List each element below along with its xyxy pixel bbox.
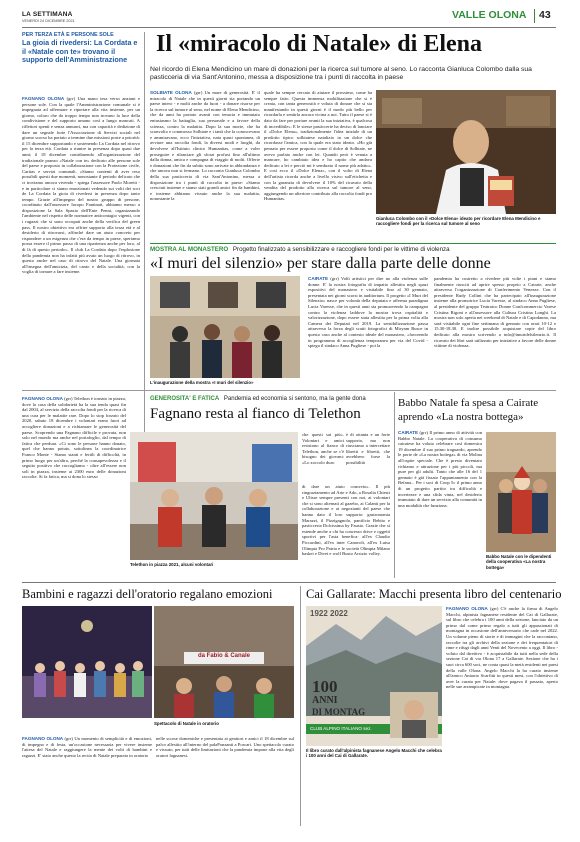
lead-author: (grr) [193, 90, 203, 95]
telethon-photo-caption: Telethon in piazza 2021, alcuni volontari [130, 562, 214, 567]
mostra-kicker-label: MOSTRA AL MONASTERO [150, 246, 229, 253]
telethon-col-4-text: di dare un aiuto concreto». Il più ringraziamento ad Arte e Ado, a Rosalia Chiesti e Ulisse sempre presenti con noi, ai volontari che si sono alternati al gazebo, ai Calanti per la collaborazione e ai negozianti del paese che hanno dato il loro supporto: gastronomia Marazzi, il Pizzigagnolo, panificio Bebito e pasticceria Dolcissima by Fausto. Grazie che si estende anche a chi ha concesso drive e oggetti sportivi per l'asta benefica: all'ex Claudio Piccardini, all'ex inter Canavoli, all'ex Luisa Olimpia Pro Patria e le società Olimpia Milano basket e Divet e wolf Busto Arsizio volley. [302, 484, 390, 557]
bambini-photo-right [154, 606, 294, 718]
bambini-author: (grr) [64, 736, 73, 741]
telethon-top-rule [22, 390, 556, 391]
mostra-dateline: CAIRATE [308, 276, 329, 281]
section-name: VALLE OLONA [452, 9, 527, 21]
mostra-col-2 [434, 276, 556, 386]
mostra-title: «I muri del silenzio» per stare dalla parte delle donne [150, 255, 491, 272]
telethon-author: (grr) [64, 396, 73, 401]
bambini-col-1-text: Un momento di semplicità e di emozioni, di impegno e di festa, un'occasione necessaria per vivere insieme l'attesa del Natale e raggiungere la mente dei volti di bambini e ragazzi. E' stato anche questo la recita di Natale preparata in oratorio [22, 736, 152, 758]
babbo-body-text: Il primo anno di attività con Babbo Natale. La cooperativa di consumo cairatese ha voluto celebrare così domenica 19 dicembre il suo primo traguardo, aprendo le porte de «La nostra bottega» di via Molina all'ospite speciale. Che è presto diventato richiamo e attrazione per i più piccoli, ma pure per gli adulti. Tanto che alle 16 del 1 gennaio è già fissato l'appuntamento con la Befana... Per i soci di Coop 5c il primo anno di un progetto partito tra difficoltà e incertezze e una sfida vinta, nel desiderio immutato di dare un servizio alla comunità in una modalità che funziona. [398, 430, 482, 508]
masthead-divider [534, 9, 535, 23]
bottom-row-rule [22, 582, 556, 583]
lead-col-2-text: quale ha sempre cercato di aiutare il prossimo, come ha sempre fatto. Questa immensa mobilitazione che si è creata, con tanta generosità e voluta di donare che si sta manifestando in questi giorni è il modo più bello per ricordarla e sentirla ancora vicina a noi. Tutto il paese si è dato da fare per portare avanti la sua iniziativa, è qualcosa di incredibile». E le stesse pasticcerie ha deciso di lanciare il «Dolce Elena», tradizionalmente l'idea iniziale di un prodotto tipico solbiatese natalizio in un dolce che ricordasse l'amica, con la quale era stato ideato. «Ho già pensato per essere proposto come il dolce di Solbiate, ne avevo parlato anche con lei. Quando però è venuta a mancare, ho cambiato idea e ho capito che andava dedicato a lei e perciò mi è sembrato il nome più adatto». E così ecco il «Dolce Elena», con il volto di Elena dell'artista ricorda anche a livello visivo sull'etichetta e con la garanzia di devolvere il 10% del ricavato della vendita del prodotto alla ricerca sul tumore al seno, aggiungendo un ulteriore contributo alla raccolta fondi pro Humanitas. [264, 90, 372, 202]
bambini-photo-left [22, 606, 152, 718]
cai-body-text: C'è anche la firma di Angelo Macchi, alpinista fagnanese residente del Cai di Gallarate, sul libro che celebra i 100 anni della sezione, lanciato da un primo dal come primo regalo a tutti gli appassionati di montagna in occasione dell'anniversario che cade nel 2022. Un volume pieno di storie e di immagini che la raccontano, raccolte tra gli archivi della sezione e dei frequentatori di rime e rifugi dagli anni Venti del Novecento a oggi. Il libro - voluto dal direttivo - è acquistabile da tutti nella sede della sezione Cai di via Olona 17 a Gallarate. Sezione che ha i suoi circa 600 soci, ne conta quasi la metà residenti nei paesi della valle Olona. Angelo Macchi la ha curato insieme all'amico Antonio Scarfitti in questi mesi, con l'obiettivo di aver la curata per Natale: dove pagava il passato, aperto nelle sue arrampicate in montagna. [446, 606, 558, 690]
bambini-dateline: FAGNANO OLONA [22, 736, 64, 741]
sidebar-kicker: PER TERZA ETÀ E PERSONE SOLE [22, 32, 114, 38]
sidebar-body: Una mano tesa verso anziani e persone sole. Con la quale l'Amministrazione comunale si è impegnata ad affermare e riportare alla vita insieme, per un giorno, coloro che da troppo tempo non trovano la luce della condivisione e del supporto umano così a lungo mancati. A riflettori spenti e senza annunci, ma con capacità e dedizione di dare un segnale forte l'Associazione di Servizi sociali nel giorno scorso ha portato a termine due missioni poste a priorità: il 15 dicembre supportando e sostenendo La Cordata nel ritrovo per la terza età. Cordata a riunire in presenza dopo quasi due anni; il 18 dicembre contribuendo all'organizzazione del tradizionale pranzo «Natale con te» dedicato alle persone sole del paese e proposto in collaborazione con la Protezione civile, Caritas e servizi comunali. «Siamo contenti di aver reso possibili questi due momenti, nonostante il periodo delicato che ci troviamo ancora vivendo - spiega l'assessore Paolo Moretti - e in particolare ci siamo emozionati vedendo sui volti dei soci de La Cordata la gioia di rivedersi in presenza dopo tanto tempo. Grazie all'impegno del nostro gruppo di persone, coordinato dall'assessore Iacopo Fantinati, abbiamo messo a disposizione la Sala Spazio dell'Ente Penni, organizzando l'ambiente nel rispetto delle normative anticontagio vigenti, con i ragazzi che si sono occupati anche della verifica del green pass. Il nostro obiettivo era offrire supporto alla terza età e al desiderio di ritrovarsi, affinché dare un aiuto concreto per rispondere a un esigenza che c'era da tempo in paese, speriamo possa essere il primo passo di una ripartenza anche per loro, al di là di questo periodo». Il club La Cordata dopo l'esplosione della pandemia non ha infatti più avuto un luogo di ritrovo, in questo anche nel caso di ritrovo del Natale. Una giornata all'insegna dell'amicizia, del canto e della socialità, con la voglia di tornare a fare insieme. [22, 96, 140, 275]
telethon-kicker-sub: Pandemia ed economia si sentono, ma la gente dona [223, 396, 366, 402]
cai-book-title-1: 100 [312, 677, 338, 696]
sidebar-dateline: FAGNANO OLONA [22, 96, 65, 101]
babbo-body [398, 430, 482, 578]
masthead-rule [22, 27, 556, 28]
mostra-col-1-text: Voltì artistici per dire no alla violenza sulle donne. E' la nostra fotografia di impatto allestita negli spazi espositivi del monastero e visitabile fino al 30 gennaio, presentata nei giorni scorsi in auditorium. Il progetto «I Muri del Silenzio» nasce per volontà della deputata e afferma paradigma Lucia Varesse, che in questi anni sta promuovendo la campagna contro la violenza laddove la mostra trova ospitalità e valorizzazione, dopo essere stata allestita per la prima volta alla Camera dei Deputati nel 2019. La sensibilizzazione passa attraverso la forza degli scatti fotografici di Miryam Rusce in questo caso anche al contesto ideale del monastero, «favorendo in programma di accoglienza temporanea per via del Covid - spiega il sindaco Anna Pugliese - poi la [308, 276, 428, 349]
babbo-dateline: CAIRATE [398, 430, 419, 435]
telethon-kicker-label: GENEROSITA' E FATICA [150, 396, 220, 402]
lead-photo [376, 90, 556, 214]
exhibition-illustration [150, 276, 300, 378]
sidebar-author: (grr) [66, 96, 76, 101]
mostra-author: (grr) [330, 276, 339, 281]
sidebar-title: La gioia di rivedersi: La Cordata e il «Natale con te» trovano il supporto dell'Amministrazione [22, 38, 138, 65]
cai-divider [300, 586, 301, 826]
sidebar-divider [144, 32, 145, 452]
babbo-author: (grr) [419, 430, 428, 435]
babbo-divider [394, 392, 395, 578]
nativity-play-illustration [22, 606, 152, 718]
telethon-kicker [150, 396, 390, 402]
bambini-col-2-text: nelle scorse domeniche e presentata ai genitori e amici il 18 dicembre sul palco allestito all'interno del palaPonzanti a Porcari. Uno spettacolo curato e vissuto, per tutti delle limitazioni che la pandemia impone alla vita degli oratori fagnanesi. [156, 736, 294, 758]
telethon-title: Fagnano resta al fianco di Telethon [150, 406, 361, 422]
telethon-col-2-text: che questi sai più». Volontari e amici resistono al fianco di Telethon, anche se c'è bisogno dei giovani: «Lo zoccolo duro [302, 432, 344, 465]
telethon-col-4 [302, 484, 390, 576]
bambini-photo-sign: da Fabio & Canale [197, 653, 250, 659]
lead-dateline: SOLBIATE OLONA [150, 90, 192, 95]
mostra-photo-caption: L'inaugurazione della mostra «I muri del silenzio» [150, 380, 254, 385]
mostra-kicker [150, 246, 556, 253]
santa-illustration [486, 432, 556, 552]
telethon-volunteers-illustration [130, 432, 298, 560]
babbo-photo [486, 432, 556, 552]
cai-book-years: 1922 2022 [310, 609, 348, 618]
pastry-chef-illustration [376, 90, 556, 214]
bambini-col-2 [156, 736, 294, 826]
cai-photo-caption: Il libro curato dall'alpinista fagnanese Angelo Macchi che celebra i 100 anni del Cai di Gallarate. [306, 748, 442, 759]
bambini-col-1 [22, 736, 152, 826]
bambini-title: Bambini e ragazzi dell'oratorio regalano emozioni [22, 587, 273, 601]
cai-book-cover [306, 606, 442, 746]
lead-photo-caption: Gianluca Colombo con il «Dolce Elena» ideato per ricordare Elena Mendicino e raccogliere fondi per la ricerca sul tumore al seno [376, 216, 541, 227]
mostra-top-rule [150, 243, 556, 244]
cai-body [446, 606, 558, 824]
bambini-photo-caption: Spettacolo di Natale in oratorio [154, 721, 219, 726]
cai-title: Cai Gallarate: Macchi presenta libro del centenario [306, 587, 562, 601]
cai-author: (grr) [489, 606, 499, 611]
telethon-col-1-text: Telethon è tornato in piazza, dove la casa della solidarietà ha la sua tenda quasi fin dal 2004, al servizio della raccolta fondi per la ricerca di una cura per le malattie rare. Dopo lo stop forzato del 2020, sabato 18 dicembre i volontari erano fuori ad accogliere donazioni e a richiamare le generosità del paese. Scoprendo una Fagnano difficile e provata, non solo nel mondo ma anche nel portafoglio, dal tempo di fatica che perdura. «Ci sono le persone hanno donato, quel che hanno potuto, sottolinea la coordinatrice Franco Monte - Siamo stanti e fertili di difficoltà, in primo luogo per un'altra, perché la consapevolezza e il seguito positivo che raccogliamo - oltre all'essere non soli in piazza, insieme ai 2300 euro delle donazioni raccolte. Si fa fatica, ma si dona lo stesso [22, 396, 126, 480]
mostra-photo [150, 276, 300, 378]
lead-title: Il «miracolo di Natale» di Elena [156, 31, 482, 57]
mostra-col-2-text: pandemia ha costretto a rivedere più volte i piani e siamo finalmente riusciti ad aprire spesso proprio a Cairate, anche attraverso l'organizzazione di Conferimento Venezze. Con il presidente Rudy Collini che ha partecipato all'inaugurazione insieme alla promotrice Lucia Varesse, al sindaco Anna Pugliese, al presidente del gruppo Teatraico Donne Confcommercio Varese Cristina Rigoni e all'assessore alla Cultura Cristina Longhi. La mostra non solo aperta nei weekend di Natale e di Capodanno, ma sarà visitabile ogni fine settimana di gennaio con orari 10-12 e 15.30-18.30. E inoltre possibile acquistare copie del libro dedicato alla mostra scrivendo a info@imuridelsilenzio.it. Il ricavato dei libri sarà utilizzato per iniziative a favore delle donne vittime di violenza. [434, 276, 556, 349]
lead-standfirst: Nel ricordo di Elena Mendicino un mare di donazioni per la ricerca sul tumore al seno. Lo racconta Gianluca Colombo dalla sua pasticceria di via Sant'Antonino, messa a disposizione tra i punti di raccolta in paese [150, 66, 532, 82]
telethon-dateline: FAGNANO OLONA [22, 396, 63, 401]
cai-dateline: FAGNANO OLONA [446, 606, 488, 611]
stage-illustration [154, 606, 294, 718]
page-number: 43 [539, 9, 551, 21]
lead-col-1-text: Un mare di generosità. E' il miracolo di Natale che in questi giorni sta portando un paese intero - e molti anche da fuori - a donare risorse per la ricerca sul tumore al seno, nel nome di Elena Mendicino, che da anni ha portato avanti con tenacia e immutato entusiasmo la battaglia, sua personale e a favore della scienza, contro la malattia. Dopo la sua morte, che ha sconvolto e commosso Solbiate e i tanti che la conoscevano e ammiravano, ecco l'iniziativa, nata quasi spontanea, di avviare una raccolta fondi, la diversi modi e luoghi, da devolvere all'Istituto clinico Humanitas, come a voler proseguire e rilanciare gli sforzi profusi fino all'ultimo dalla donna, amica e compagna di viaggio di molti. Offerte e donazioni che fin da subito sono arrivate in abbondanza e che ancora non si fermano. Lo racconta Gianluca Colombo della sua pasticceria di via Sant'Antonino, messa a disposizione tra i punti di raccolta in paese: «Siamo cresciuti insieme e siamo stati grandi amici fin da bambini, e insieme abbiamo vissuto anche la sua malattia, nonostante la [150, 90, 260, 202]
telethon-col-3-text: è di ottanta e un forte supporto, ma non riusciamo a intercettare libretti e libretti, che avrebbero forse la possibilità [346, 432, 390, 465]
cai-book-title-3: DI MONTAG [312, 707, 366, 717]
issue-date: VENERDÌ 24 DICEMBRE 2021 [22, 19, 75, 23]
babbo-title: Babbo Natale fa spesa a Cairate aprendo «La nostra bottega» [398, 397, 539, 423]
telethon-photo [130, 432, 298, 560]
mostra-col-1 [308, 276, 428, 386]
mostra-kicker-sub: Progetto finalizzato a sensibilizzare e raccogliere fondi per le vittime di violenza [232, 246, 450, 253]
paper-name: LA SETTIMANA [22, 11, 73, 18]
cai-book-banner: CLUB ALPINO ITALIANO sez. [310, 726, 372, 731]
babbo-photo-caption: Babbo Natale con le dipendenti della cooperativa «La nostra bottega» [486, 554, 552, 570]
cai-book-title-2: ANNI [312, 695, 338, 706]
